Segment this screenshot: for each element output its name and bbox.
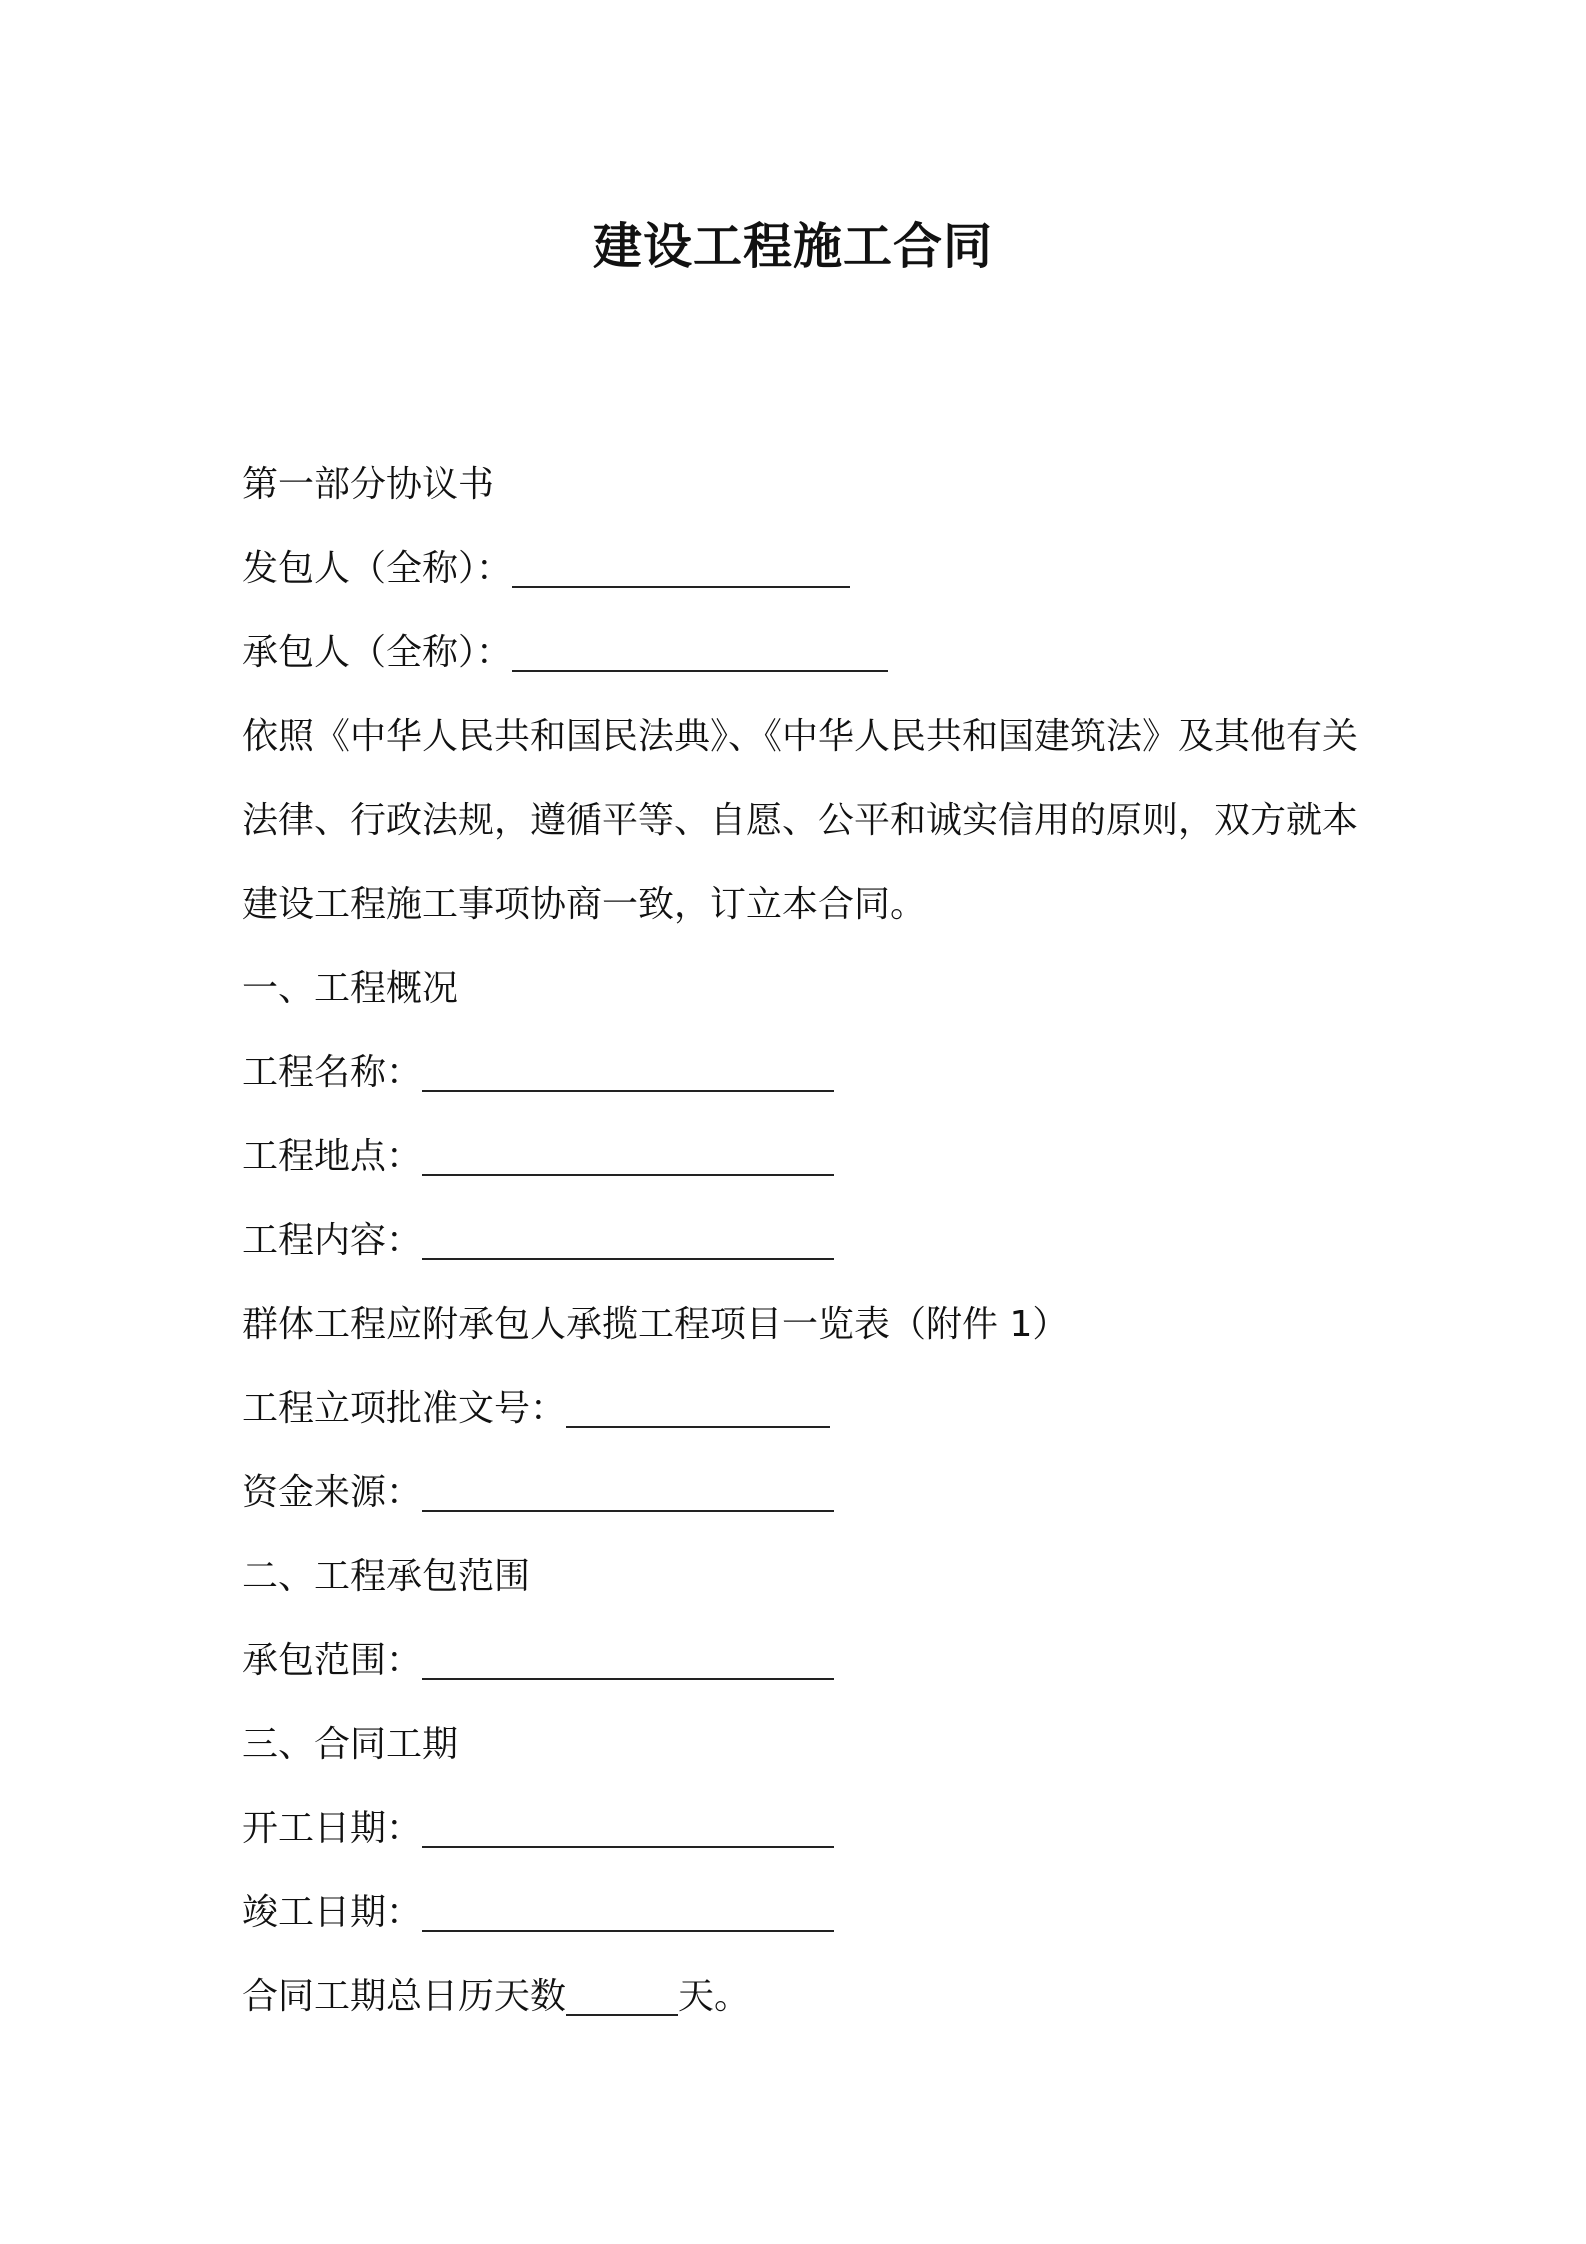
document-body [242, 443, 1362, 2039]
employer-row [242, 527, 1362, 611]
contractor-label: 承包人（全称）： [242, 632, 513, 673]
project-content-blank[interactable] [422, 1212, 834, 1260]
completion-date-row [242, 1871, 1362, 1955]
group-project-note: 群体工程应附承包人承揽工程项目一览表（附件 1） [242, 1304, 1069, 1345]
project-name-label: 工程名称： [242, 1052, 423, 1093]
total-days-row [242, 1955, 1362, 2039]
completion-date-label: 竣工日期： [242, 1892, 423, 1933]
contractor-row [242, 611, 1362, 695]
start-date-label: 开工日期： [242, 1808, 423, 1849]
part-heading: 第一部分协议书 [242, 464, 495, 505]
funding-source-blank[interactable] [422, 1464, 834, 1512]
contractor-name-blank[interactable] [512, 624, 888, 672]
total-days-blank[interactable] [566, 1968, 678, 2016]
start-date-blank[interactable] [422, 1800, 834, 1848]
project-location-blank[interactable] [422, 1128, 834, 1176]
start-date-row [242, 1787, 1362, 1871]
completion-date-blank[interactable] [422, 1884, 834, 1932]
scope-row [242, 1619, 1362, 1703]
section1-heading: 一、工程概况 [242, 968, 459, 1009]
total-days-prefix: 合同工期总日历天数 [242, 1976, 567, 2017]
approval-number-blank[interactable] [566, 1380, 830, 1428]
project-content-label: 工程内容： [242, 1220, 423, 1261]
employer-label: 发包人（全称）： [242, 548, 513, 589]
approval-number-row [242, 1367, 1362, 1451]
section3-heading: 三、合同工期 [242, 1724, 459, 1765]
funding-source-label: 资金来源： [242, 1472, 423, 1513]
project-name-blank[interactable] [422, 1044, 834, 1092]
scope-blank[interactable] [422, 1632, 834, 1680]
project-name-row [242, 1031, 1362, 1115]
scope-label: 承包范围： [242, 1640, 423, 1681]
project-content-row [242, 1199, 1362, 1283]
preamble-paragraph: 依照《中华人民共和国民法典》、《中华人民共和国建筑法》及其他有关法律、行政法规，遵循平等、自愿、公平和诚实信用的原则，双方就本建设工程施工事项协商一致，订立本合同。 [242, 716, 1359, 925]
section2-heading: 二、工程承包范围 [242, 1556, 531, 1597]
document-title: 建设工程施工合同 [592, 218, 993, 275]
employer-name-blank[interactable] [512, 540, 850, 588]
project-location-label: 工程地点： [242, 1136, 423, 1177]
funding-source-row [242, 1451, 1362, 1535]
total-days-suffix: 天。 [678, 1976, 751, 2017]
project-location-row [242, 1115, 1362, 1199]
approval-number-label: 工程立项批准文号： [242, 1388, 567, 1429]
